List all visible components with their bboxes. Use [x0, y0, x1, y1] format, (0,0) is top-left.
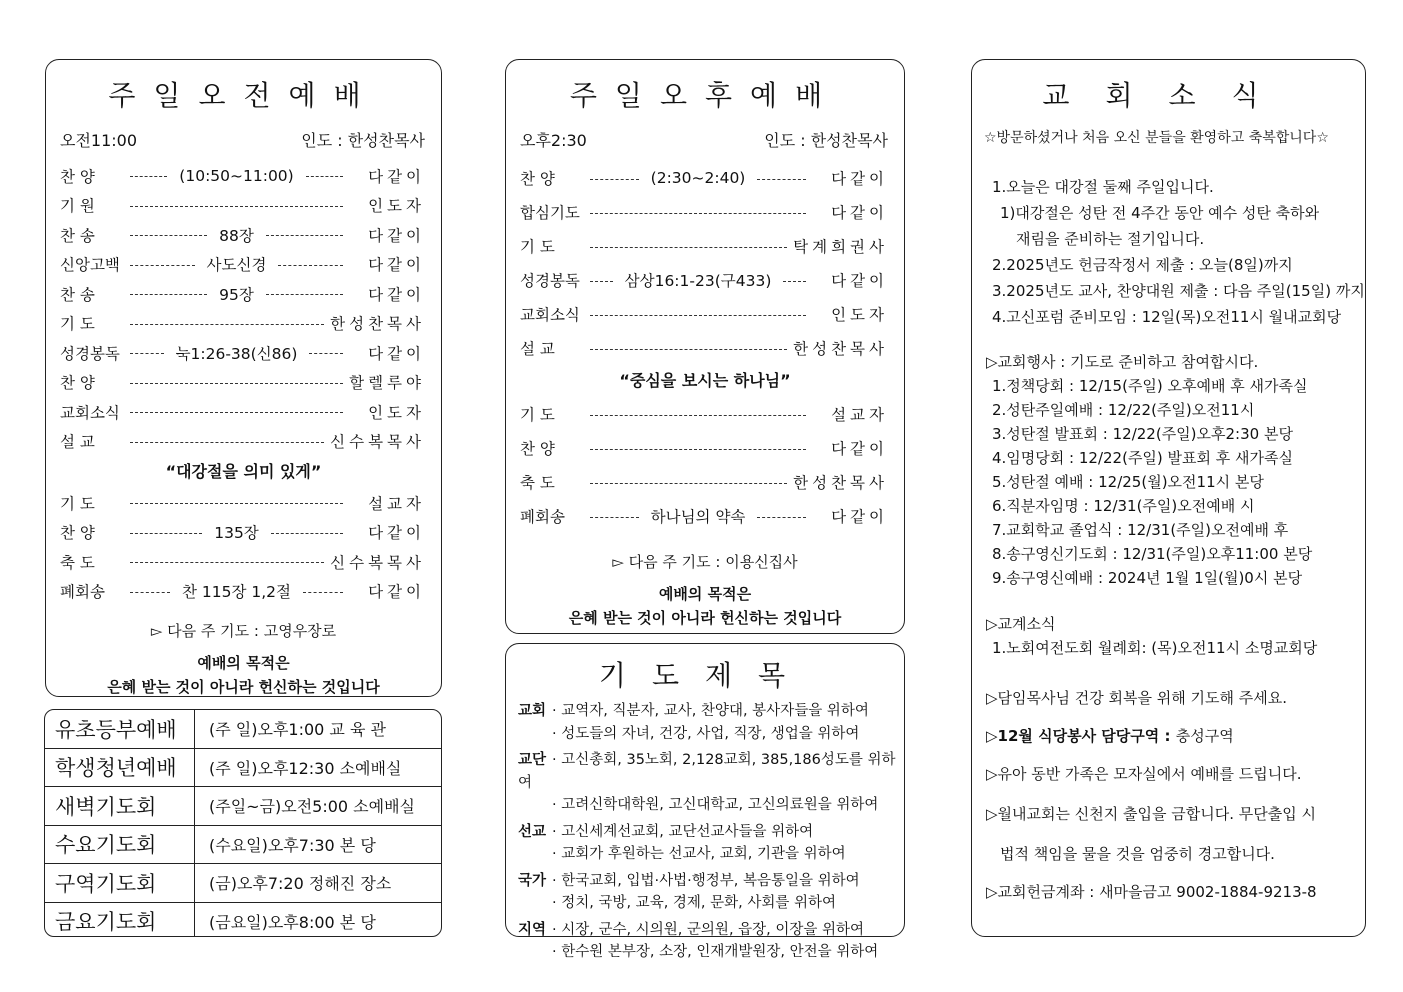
event-item: 1.정책당회 : 12/15(주일) 오후예배 후 새가족실 [992, 377, 1308, 395]
order-person: 다같이 [831, 170, 889, 188]
order-label: 교회소식 [520, 306, 580, 324]
order-row [520, 331, 888, 365]
schedule-time: (금요일)오후8:00 본 당 [209, 912, 376, 932]
church-news-panel [971, 59, 1366, 937]
prayer-category: 선교 [518, 823, 547, 840]
order-row [520, 263, 888, 297]
order-label: 기 도 [520, 238, 555, 256]
order-person: 한성찬목사 [793, 340, 888, 358]
schedule-name: 수요기도회 [45, 826, 195, 864]
prayer-category: 국가 [518, 872, 547, 889]
news-item: 2.2025년도 헌금작정서 제출 : 오늘(8일)까지 [992, 256, 1293, 274]
prayer-category: 교회 [518, 703, 547, 719]
order-detail: 135장 [214, 524, 259, 543]
prayer-group [518, 870, 904, 915]
leader-dash [130, 562, 324, 563]
schedule-time: (주 일)오후12:30 소예배실 [209, 758, 402, 778]
order-person: 한성찬목사 [330, 315, 425, 334]
prayer-item: · 고신세계선교회, 교단선교사들을 위하여 [552, 823, 814, 840]
order-detail: 하나님의 약속 [650, 508, 746, 526]
order-row [60, 577, 425, 607]
morning-worship-panel [45, 59, 442, 697]
news-item: 1)대강절은 성탄 전 4주간 동안 예수 성탄 축하와 [1000, 204, 1320, 222]
order-row [520, 195, 888, 229]
order-label: 찬 송 [60, 285, 95, 304]
schedule-row [45, 710, 441, 749]
prayer-title: 기도제목 [598, 659, 812, 692]
order-row [60, 279, 425, 309]
event-item: 4.임명당회 : 12/22(주일) 발표회 후 새가족실 [992, 449, 1293, 467]
order-label: 성경봉독 [60, 344, 120, 363]
order-detail: 찬 115장 1,2절 [182, 583, 292, 602]
order-label: 기 도 [60, 494, 95, 513]
leader-dash [266, 294, 343, 295]
order-row [520, 229, 888, 263]
order-row [60, 338, 425, 368]
leader-dash [590, 517, 639, 518]
schedule-time: (주 일)오후1:00 교 육 관 [209, 720, 386, 740]
prayer-item: · 교회가 후원하는 선교사, 교회, 기관을 위하여 [552, 846, 846, 862]
event-item: 7.교회학교 졸업식 : 12/31(주일)오전예배 후 [992, 521, 1289, 539]
order-row [60, 161, 425, 191]
order-row [60, 547, 425, 577]
schedule-time: (주일~금)오전5:00 소예배실 [209, 797, 416, 817]
prayer-item: · 한국교회, 입법·사법·행정부, 복음통일을 위하여 [552, 872, 860, 889]
morning-sermon-title: “대강절을 의미 있게” [165, 462, 322, 481]
prayer-item: · 교역자, 직분자, 교사, 찬양대, 봉사자들을 위하여 [552, 703, 869, 719]
event-item: 8.송구영신기도회 : 12/31(주일)오후11:00 본당 [992, 545, 1313, 563]
prayer-item: · 고려신학대학원, 고신대학교, 고신의료원을 위하여 [552, 797, 879, 813]
leader-dash [130, 324, 324, 325]
order-row [520, 161, 888, 195]
kitchen-label: ▷12월 식당봉사 담당구역 : [986, 727, 1176, 745]
order-person: 인도자 [368, 197, 425, 216]
leader-dash [278, 265, 343, 266]
leader-dash [266, 235, 343, 236]
schedule-row [45, 787, 441, 826]
events-header: ▷교회행사 : 기도로 준비하고 참여합시다. [986, 353, 1259, 371]
event-item: 5.성탄절 예배 : 12/25(월)오전11시 본당 [992, 473, 1264, 491]
order-label: 찬 송 [60, 226, 95, 245]
order-person: 한성찬목사 [793, 474, 888, 492]
order-person: 신수복목사 [330, 553, 425, 572]
order-row [60, 427, 425, 457]
service-schedule-table [44, 709, 442, 937]
event-item: 2.성탄주일예배 : 12/22(주일)오전11시 [992, 401, 1255, 419]
afternoon-purpose-2: 은혜 받는 것이 아니라 헌신하는 것입니다 [568, 609, 842, 627]
event-item: 3.성탄절 발표회 : 12/22(주일)오후2:30 본당 [992, 425, 1293, 443]
leader-dash [757, 179, 806, 180]
order-label: 신앙고백 [60, 256, 120, 275]
afternoon-sermon-title: “중심을 보시는 하나님” [619, 371, 791, 390]
order-person: 탁계희권사 [793, 238, 888, 256]
prayer-topics-panel [505, 643, 905, 960]
order-label: 찬 양 [60, 374, 95, 393]
order-label: 축 도 [60, 553, 95, 572]
order-row [520, 297, 888, 331]
afternoon-next-prayer: ▻ 다음 주 기도 : 이용신집사 [612, 553, 798, 571]
warning-line-2: 법적 책임을 물을 것을 엄중히 경고합니다. [1000, 845, 1275, 863]
news-welcome: ☆방문하셨거나 처음 오신 분들을 환영하고 축복합니다☆ [984, 130, 1329, 146]
prayer-item: · 정치, 국방, 교육, 경제, 문화, 사회를 위하여 [552, 895, 837, 911]
order-row [60, 488, 425, 518]
morning-time: 오전11:00 [60, 131, 138, 150]
schedule-name: 새벽기도회 [45, 787, 195, 825]
afternoon-title: 주일오후예배 [569, 79, 841, 112]
leader-dash [271, 533, 343, 534]
order-detail: 삼상16:1-23(구433) [624, 272, 772, 290]
event-item: 6.직분자임명 : 12/31(주일)오전예배 시 [992, 497, 1255, 515]
order-person: 다같이 [368, 226, 426, 245]
afternoon-time: 오후2:30 [520, 131, 587, 150]
leader-dash [130, 353, 164, 354]
order-label: 찬 양 [520, 440, 555, 458]
order-person: 다같이 [368, 583, 426, 602]
order-row [520, 465, 888, 499]
order-person: 다같이 [368, 256, 425, 275]
leader-dash [130, 412, 343, 413]
leader-dash [590, 483, 787, 484]
schedule-name: 구역기도회 [45, 864, 195, 902]
kitchen-value: 충성구역 [1175, 727, 1234, 745]
prayer-item: · 고신총회, 35노회, 2,128교회, 385,186성도를 위하여 [518, 752, 896, 791]
leader-dash [590, 449, 806, 450]
order-label: 합심기도 [520, 204, 580, 222]
order-person: 인도자 [831, 306, 888, 324]
prayer-group [518, 821, 904, 866]
prayer-item: · 시장, 군수, 시의원, 군의원, 읍장, 이장을 위하여 [552, 921, 865, 938]
leader-dash [590, 315, 806, 316]
order-person: 할렐루야 [349, 374, 425, 393]
offering-account: ▷교회헌금계좌 : 새마을금고 9002-1884-9213-8 [986, 883, 1317, 901]
morning-purpose-1: 예배의 목적은 [197, 654, 290, 672]
infant-notice: ▷유아 동반 가족은 모자실에서 예배를 드립니다. [986, 765, 1302, 783]
health-prayer-request: ▷담임목사님 건강 회복을 위해 기도해 주세요. [986, 689, 1287, 707]
order-label: 기 도 [520, 406, 555, 424]
order-label: 기 원 [60, 197, 95, 216]
schedule-row [45, 864, 441, 903]
order-person: 다같이 [831, 204, 888, 222]
afternoon-worship-panel [505, 59, 905, 634]
order-row [520, 431, 888, 465]
leader-dash [130, 442, 324, 443]
order-label: 설 교 [520, 340, 555, 358]
warning-line-1: ▷월내교회는 신천지 출입을 금합니다. 무단출입 시 [986, 805, 1316, 823]
prayer-group [518, 749, 904, 817]
schedule-time: (금)오후7:20 정해진 장소 [209, 874, 392, 894]
presbytery-header: ▷교계소식 [986, 615, 1056, 633]
leader-dash [309, 353, 343, 354]
order-row [60, 397, 425, 427]
leader-dash [130, 503, 343, 504]
schedule-row [45, 826, 441, 865]
order-label: 찬 양 [60, 167, 95, 186]
leader-dash [590, 349, 787, 350]
order-person: 다같이 [368, 344, 426, 363]
order-detail: (10:50~11:00) [179, 166, 294, 185]
order-person: 다같이 [831, 440, 888, 458]
leader-dash [130, 176, 167, 177]
leader-dash [590, 247, 787, 248]
schedule-name: 학생청년예배 [45, 749, 195, 787]
order-row [520, 397, 888, 431]
order-person: 다같이 [368, 167, 426, 186]
news-item: 4.고신포럼 준비모임 : 12일(목)오전11시 월내교회당 [992, 308, 1342, 326]
order-person: 설교자 [368, 494, 425, 513]
afternoon-purpose-1: 예배의 목적은 [658, 585, 752, 603]
leader-dash [590, 415, 806, 416]
leader-dash [757, 517, 806, 518]
order-row [60, 191, 425, 221]
order-person: 신수복목사 [330, 433, 425, 452]
order-row [60, 368, 425, 398]
order-person: 인도자 [368, 403, 425, 422]
leader-dash [130, 294, 207, 295]
news-title: 교회소식 [1042, 79, 1295, 112]
leader-dash [590, 213, 806, 214]
morning-leader: 인도 : 한성찬목사 [301, 131, 425, 150]
order-label: 축 도 [520, 474, 555, 492]
order-row [60, 518, 425, 548]
schedule-name: 유초등부예배 [45, 710, 195, 748]
leader-dash [130, 265, 195, 266]
order-row [60, 250, 425, 280]
order-label: 성경봉독 [520, 272, 580, 290]
order-detail: 눅1:26-38(신86) [175, 344, 298, 363]
news-item: 재림을 준비하는 절기입니다. [1016, 230, 1205, 248]
prayer-item: · 성도들의 자녀, 건강, 사업, 직장, 생업을 위하여 [552, 725, 860, 742]
order-label: 교회소식 [60, 403, 120, 422]
morning-title: 주일오전예배 [108, 79, 379, 112]
news-item: 1.오늘은 대강절 둘째 주일입니다. [992, 178, 1214, 196]
afternoon-leader: 인도 : 한성찬목사 [764, 131, 888, 150]
leader-dash [130, 592, 170, 593]
order-detail: (2:30~2:40) [650, 169, 746, 187]
order-detail: 95장 [219, 285, 254, 304]
leader-dash [130, 533, 202, 534]
morning-next-prayer: ▻ 다음 주 기도 : 고영우장로 [150, 622, 337, 640]
order-label: 기 도 [60, 315, 95, 334]
order-row [60, 220, 425, 250]
event-item: 9.송구영신예배 : 2024년 1월 1일(월)0시 본당 [992, 569, 1303, 587]
order-person: 다같이 [831, 272, 889, 290]
order-person: 다같이 [368, 524, 425, 543]
order-person: 다같이 [831, 508, 889, 526]
schedule-row [45, 903, 441, 938]
schedule-name: 금요기도회 [45, 903, 195, 938]
prayer-category: 지역 [518, 921, 547, 938]
news-item: 3.2025년도 교사, 찬양대원 제출 : 다음 주일(15일) 까지 [992, 282, 1365, 300]
order-person: 다같이 [368, 285, 426, 304]
prayer-group [518, 919, 904, 964]
order-label: 찬 양 [60, 524, 95, 543]
order-detail: 사도신경 [206, 256, 267, 275]
presbytery-item: 1.노회여전도회 월례회: (목)오전11시 소명교회당 [992, 639, 1318, 657]
order-row [520, 499, 888, 533]
prayer-category: 교단 [518, 752, 547, 768]
prayer-group [518, 700, 904, 745]
leader-dash [590, 179, 639, 180]
schedule-row [45, 749, 441, 788]
order-detail: 88장 [219, 226, 254, 245]
schedule-time: (수요일)오후7:30 본 당 [209, 835, 376, 855]
order-label: 폐회송 [520, 508, 565, 526]
prayer-item: · 한수원 본부장, 소장, 인재개발원장, 안전을 위하여 [552, 944, 879, 960]
order-label: 폐회송 [60, 583, 105, 602]
leader-dash [130, 206, 343, 207]
leader-dash [303, 592, 343, 593]
order-row [60, 309, 425, 339]
leader-dash [306, 176, 343, 177]
leader-dash [130, 235, 207, 236]
morning-purpose-2: 은혜 받는 것이 아니라 헌신하는 것입니다 [107, 678, 380, 696]
order-label: 설 교 [60, 433, 95, 452]
order-person: 설교자 [831, 406, 888, 424]
order-label: 찬 양 [520, 170, 555, 188]
leader-dash [590, 281, 613, 282]
leader-dash [130, 383, 343, 384]
leader-dash [783, 281, 806, 282]
